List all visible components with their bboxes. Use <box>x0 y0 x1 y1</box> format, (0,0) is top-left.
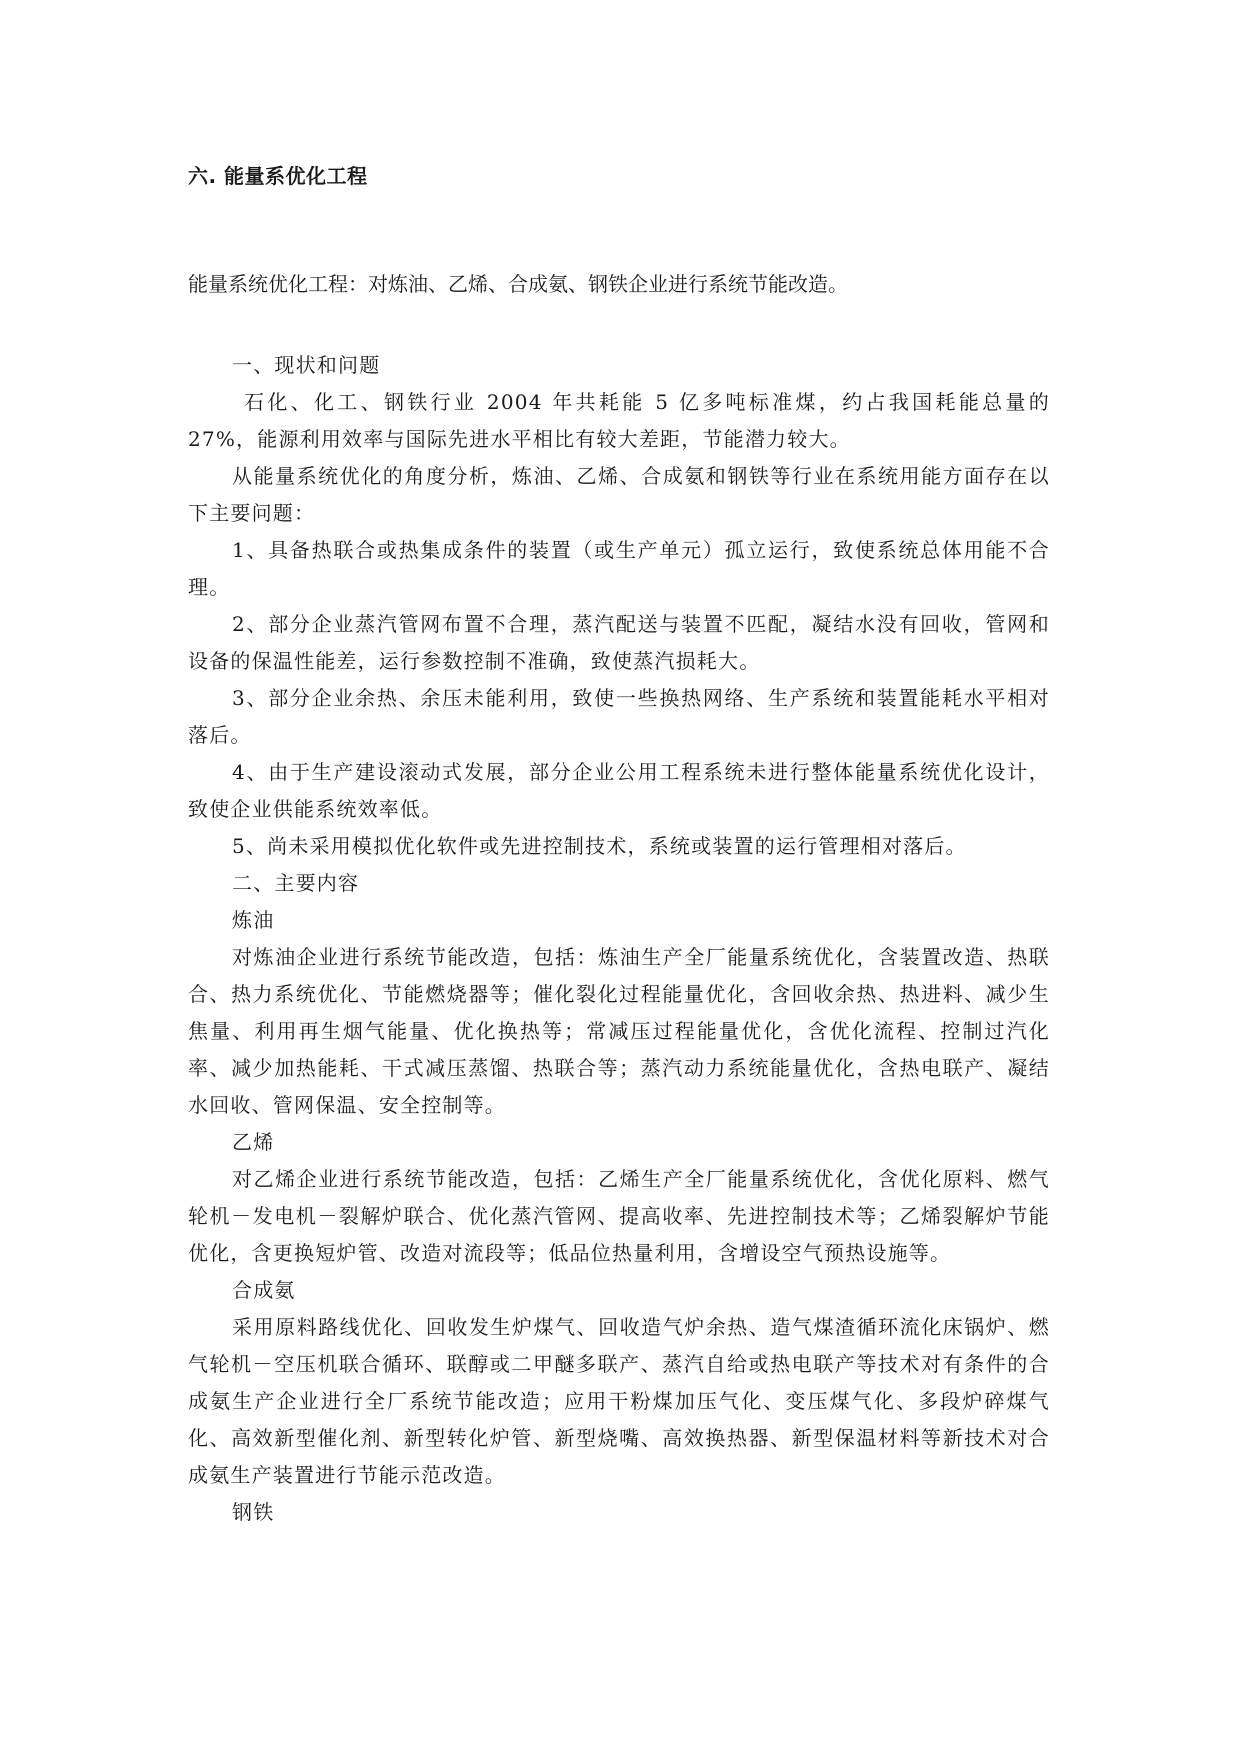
ethylene-paragraph: 对乙烯企业进行系统节能改造，包括：乙烯生产全厂能量系统优化，含优化原料、燃气轮机－发电机－裂解炉联合、优化蒸汽管网、提高收率、先进控制技术等；乙烯裂解炉节能优化，含更换短炉管、改造对流段等；低品位热量利用，含增设空气预热设施等。 <box>188 1167 1050 1265</box>
subheading-steel: 钢铁 <box>232 1500 275 1524</box>
problem-item-5: 5、尚未采用模拟优化软件或先进控制技术，系统或装置的运行管理相对落后。 <box>232 834 967 858</box>
document-title: 六. 能量系优化工程 <box>188 164 368 188</box>
summary-text: 能量系统优化工程：对炼油、乙烯、合成氨、钢铁企业进行系统节能改造。 <box>188 272 848 296</box>
analysis-paragraph: 从能量系统优化的角度分析，炼油、乙烯、合成氨和钢铁等行业在系统用能方面存在以下主要问题： <box>188 464 1050 525</box>
refining-paragraph: 对炼油企业进行系统节能改造，包括：炼油生产全厂能量系统优化，含装置改造、热联合、热力系统优化、节能燃烧器等；催化裂化过程能量优化，含回收余热、热进料、减少生焦量、利用再生烟气能量、优化换热等；常减压过程能量优化，含优化流程、控制过汽化率、减少加热能耗、干式减压蒸馏、热联合等；蒸汽动力系统能量优化，含热电联产、凝结水回收、管网保温、安全控制等。 <box>188 945 1050 1117</box>
subheading-ammonia: 合成氨 <box>232 1278 296 1302</box>
problem-item-3: 3、部分企业余热、余压未能利用，致使一些换热网络、生产系统和装置能耗水平相对落后。 <box>188 686 1050 747</box>
problem-item-2: 2、部分企业蒸汽管网布置不合理，蒸汽配送与装置不匹配，凝结水没有回收，管网和设备的保温性能差，运行参数控制不准确，致使蒸汽损耗大。 <box>188 612 1050 673</box>
subheading-ethylene: 乙烯 <box>232 1130 275 1154</box>
section-heading-content: 二、主要内容 <box>232 871 360 895</box>
ammonia-paragraph: 采用原料路线优化、回收发生炉煤气、回收造气炉余热、造气煤渣循环流化床锅炉、燃气轮机－空压机联合循环、联醇或二甲醚多联产、蒸汽自给或热电联产等技术对有条件的合成氨生产企业进行全厂系统节能改造；应用干粉煤加压气化、变压煤气化、多段炉碎煤气化、高效新型催化剂、新型转化炉管、新型烧嘴、高效换热器、新型保温材料等新技术对合成氨生产装置进行节能示范改造。 <box>188 1315 1050 1487</box>
status-intro-paragraph: 石化、化工、钢铁行业 2004 年共耗能 5 亿多吨标准煤，约占我国耗能总量的 27%，能源利用效率与国际先进水平相比有较大差距，节能潜力较大。 <box>188 390 1050 451</box>
problem-item-1: 1、具备热联合或热集成条件的装置（或生产单元）孤立运行，致使系统总体用能不合理。 <box>188 538 1050 599</box>
problem-item-4: 4、由于生产建设滚动式发展，部分企业公用工程系统未进行整体能量系统优化设计，致使企业供能系统效率低。 <box>188 760 1050 821</box>
section-heading-status: 一、现状和问题 <box>232 353 381 377</box>
subheading-refining: 炼油 <box>232 908 275 932</box>
document-body <box>188 347 1050 1531</box>
